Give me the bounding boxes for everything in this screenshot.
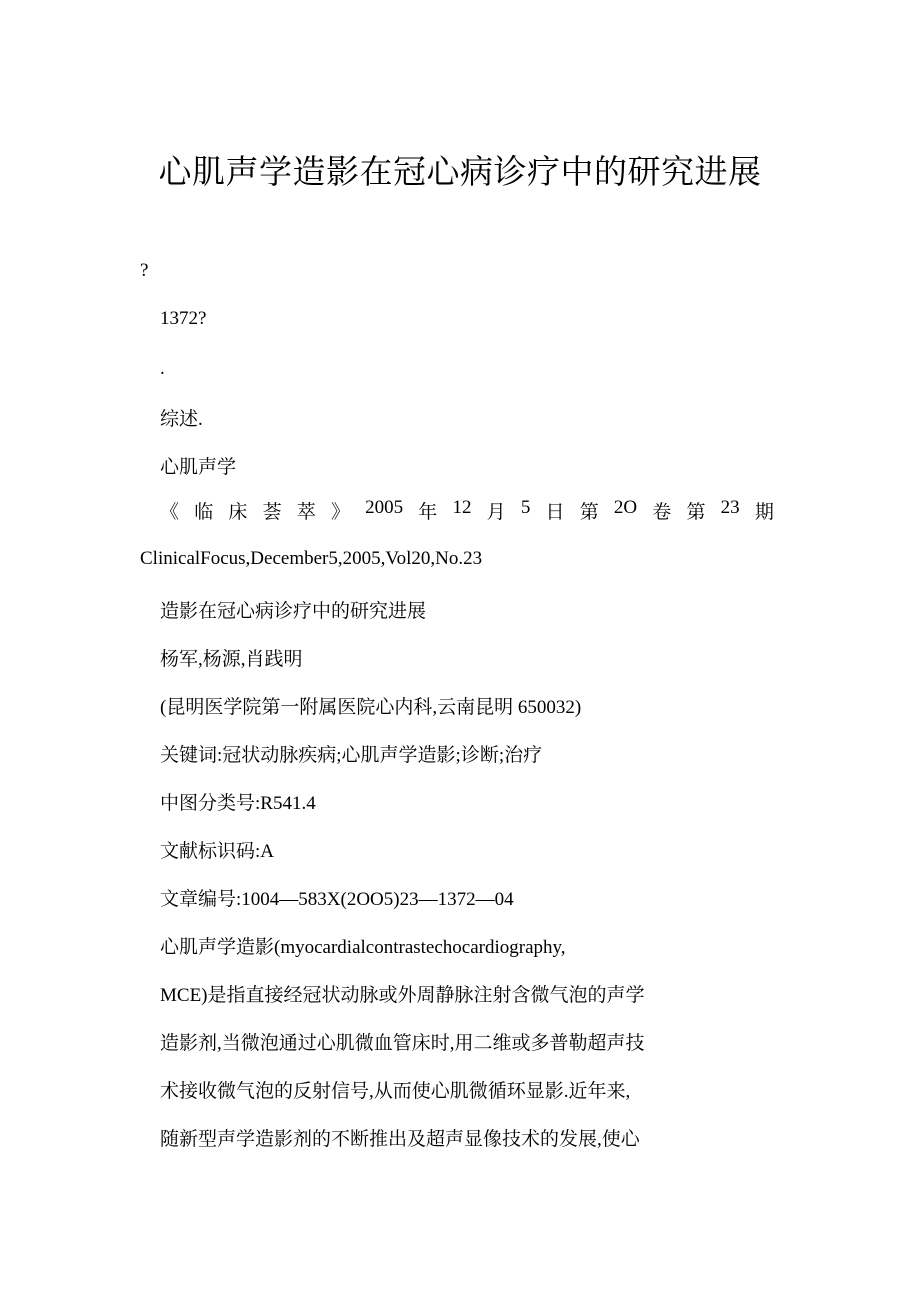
document-code: 文献标识码:A bbox=[160, 841, 275, 862]
journal-token: 萃 bbox=[296, 502, 316, 523]
journal-token: 荟 bbox=[262, 502, 282, 523]
journal-token: 床 bbox=[228, 502, 248, 523]
journal-citation-cn bbox=[160, 497, 774, 524]
journal-token: 2005 bbox=[365, 497, 404, 518]
body-line-4: 术接收微气泡的反射信号,从而使心肌微循环显影.近年来, bbox=[160, 1081, 631, 1102]
journal-token: 23 bbox=[720, 497, 740, 518]
journal-token: 2O bbox=[613, 497, 638, 518]
body-line-2: MCE)是指直接经冠状动脉或外周静脉注射含微气泡的声学 bbox=[160, 985, 645, 1006]
journal-citation-en: ClinicalFocus,December5,2005,Vol20,No.23 bbox=[140, 548, 483, 569]
journal-token: 第 bbox=[579, 502, 599, 523]
body-line-5: 随新型声学造影剂的不断推出及超声显像技术的发展,使心 bbox=[160, 1129, 640, 1150]
text-line-page-ref: 1372? bbox=[160, 308, 207, 329]
authors: 杨军,杨源,肖践明 bbox=[160, 649, 303, 670]
body-line-1: 心肌声学造影(myocardialcontrastechocardiography, bbox=[160, 937, 566, 958]
journal-token: 12 bbox=[452, 497, 472, 518]
text-line-subtitle-fragment: 造影在冠心病诊疗中的研究进展 bbox=[160, 601, 427, 622]
journal-token: 》 bbox=[330, 502, 350, 523]
document-title: 心肌声学造影在冠心病诊疗中的研究进展 bbox=[158, 152, 762, 191]
keywords: 关键词:冠状动脉疾病;心肌声学造影;诊断;治疗 bbox=[160, 745, 543, 766]
body-line-3: 造影剂,当微泡通过心肌微血管床时,用二维或多普勒超声技 bbox=[160, 1033, 645, 1054]
journal-token: 《 bbox=[160, 502, 180, 523]
classification-number: 中图分类号:R541.4 bbox=[160, 793, 316, 814]
journal-token: 临 bbox=[194, 502, 214, 523]
journal-token: 月 bbox=[486, 502, 506, 523]
text-line-question-mark: ? bbox=[140, 260, 149, 281]
affiliation: (昆明医学院第一附属医院心内科,云南昆明 650032) bbox=[160, 697, 582, 718]
journal-token: 第 bbox=[686, 502, 706, 523]
article-number: 文章编号:1004—583X(2OO5)23—1372—04 bbox=[160, 889, 514, 910]
journal-token: 卷 bbox=[652, 502, 672, 523]
text-line-dot: . bbox=[160, 358, 165, 379]
text-line-heading-fragment: 心肌声学 bbox=[160, 457, 237, 478]
text-line-review: 综述. bbox=[160, 409, 203, 430]
journal-token: 期 bbox=[754, 502, 774, 523]
journal-token: 日 bbox=[545, 502, 565, 523]
journal-token: 5 bbox=[520, 497, 531, 518]
journal-token: 年 bbox=[418, 502, 438, 523]
